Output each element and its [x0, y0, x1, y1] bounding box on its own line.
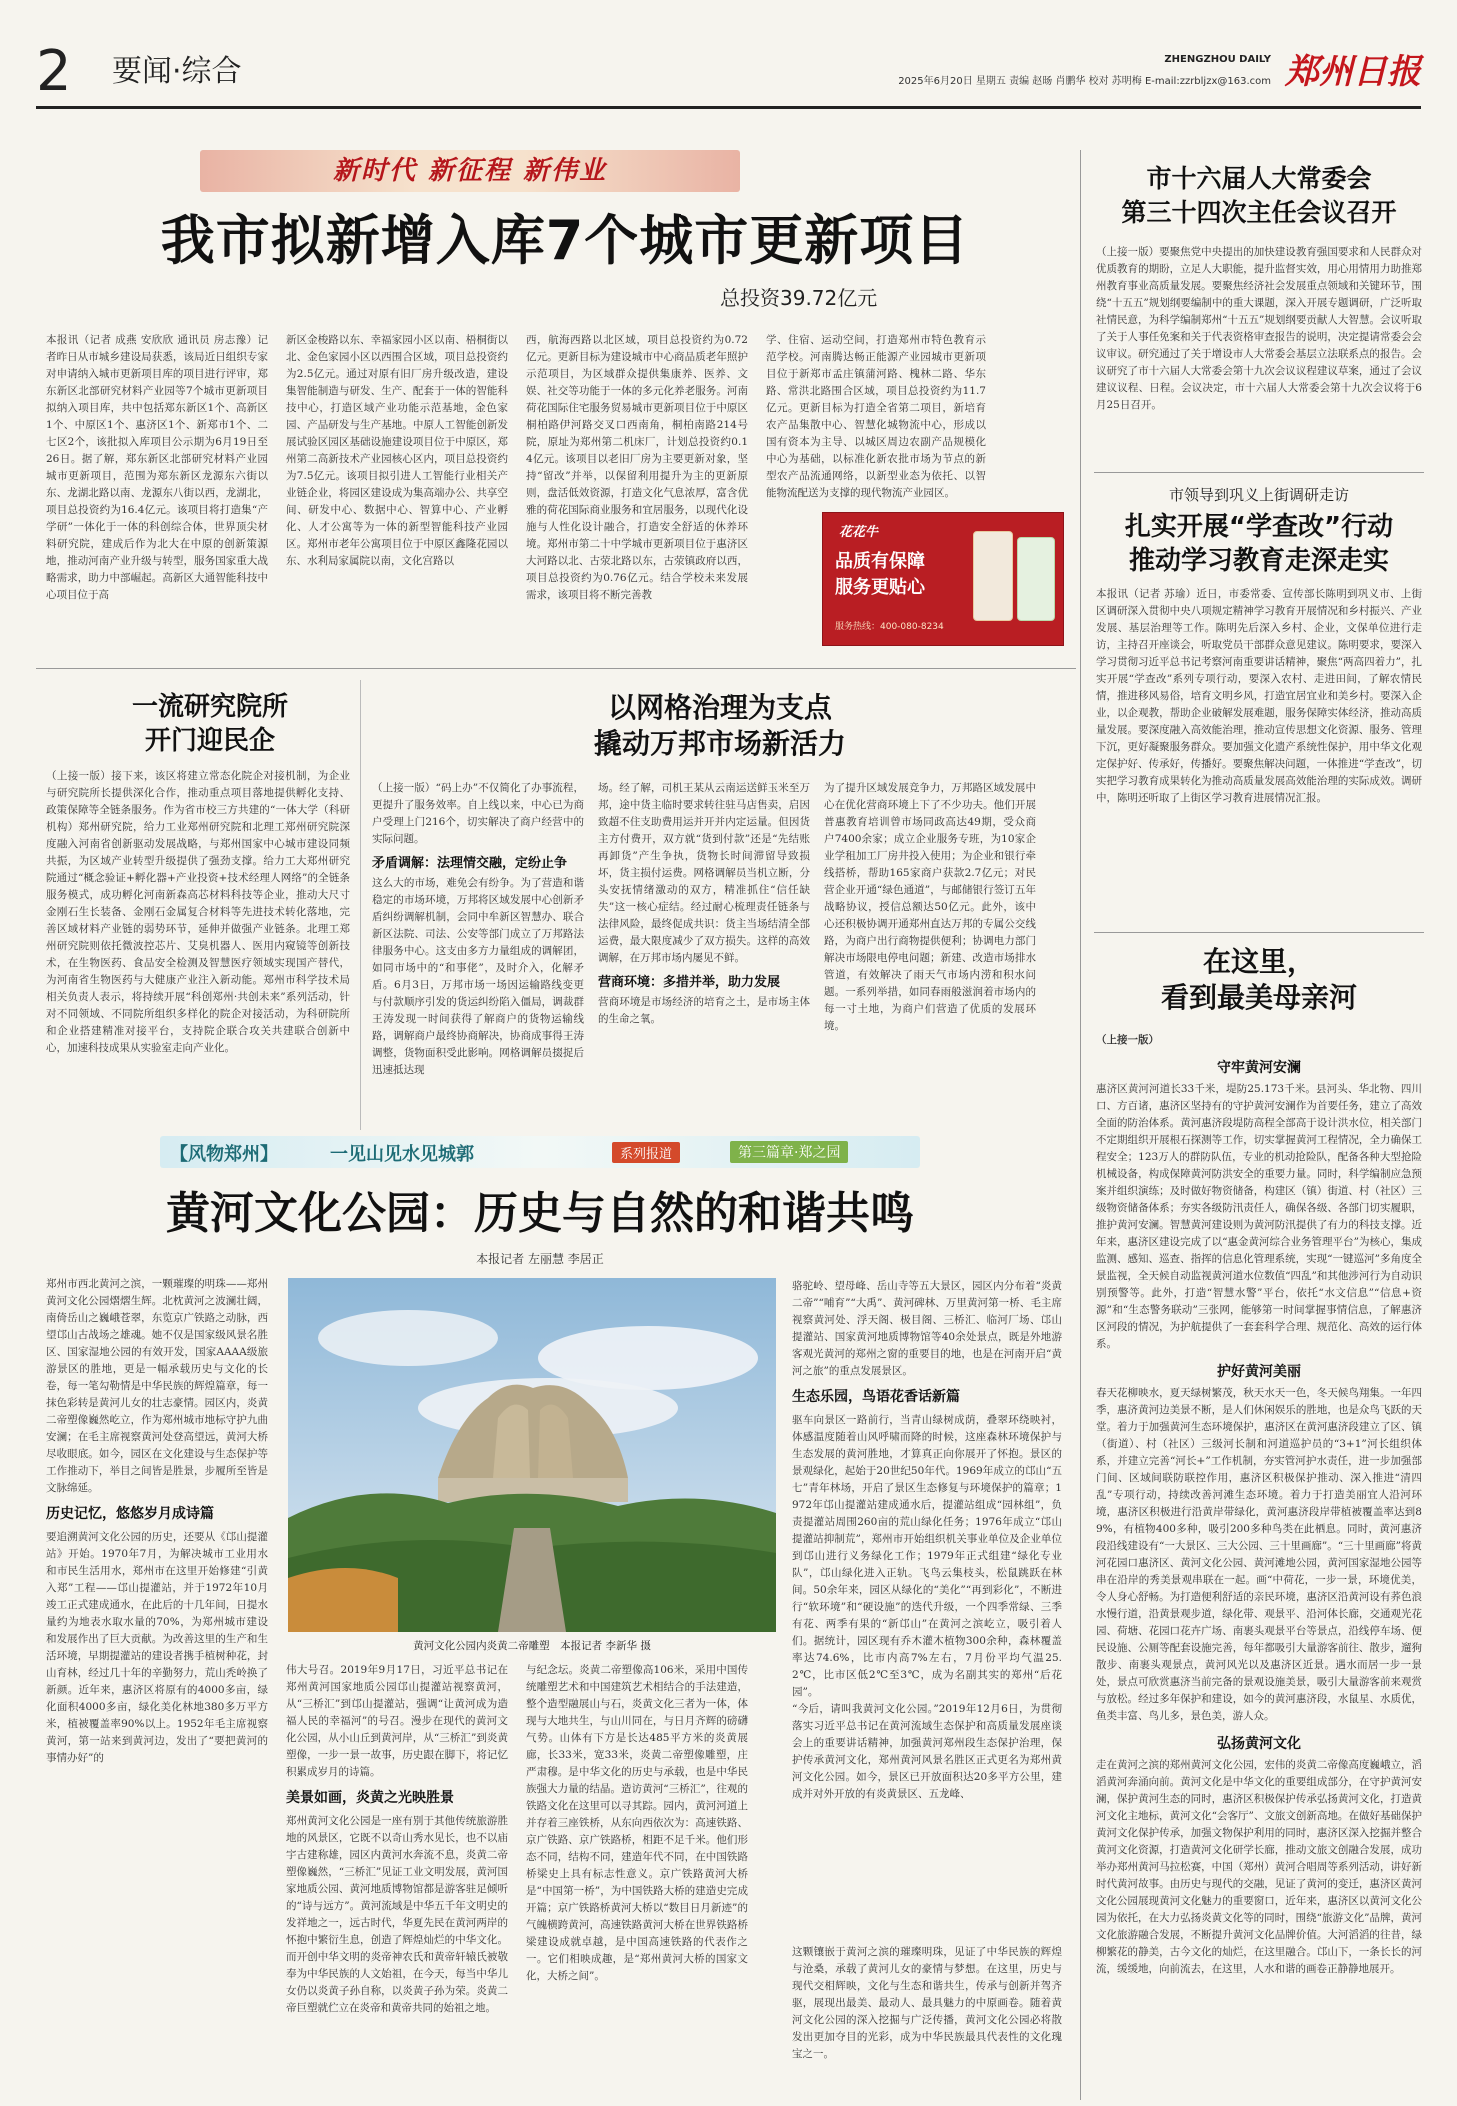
- series-title: 一见山见水见城郭: [330, 1144, 474, 1165]
- issue-info: 2025年6月20日 星期五 责编 赵旸 肖鹏华 校对 苏明梅 E-mail:zzrbljzx@163.com: [898, 76, 1271, 87]
- lead-col-4: 学、住宿、运动空间，打造郑州市特色教育示范学校。河南腾达畅正能源产业园城市更新项目位于新郑市孟庄镇蒲河路、槐林二路、华东路、常洪北路围合区域，项目总投资约为11.7亿元。更新目标为打造全省第二项目，新培育农产品集散中心、智慧化城物流中心，形成以国有资本为主导、以城区周边农副产品规模化中心为基础，以标准化新农批市场为节点的新型农产品流通网络，以新型业态为依托、以智能物流配送为支撑的现代物流产业园区。: [766, 334, 986, 499]
- ad-hotline: 服务热线：400-080-8234: [835, 622, 944, 632]
- culture-intro: 郑州市西北黄河之滨，一颗璀璨的明珠——郑州黄河文化公园熠熠生辉。北枕黄河之波澜壮阔，南倚岳山之巍峨苍翠，东览京广铁路之动脉，西望邙山古战场之雄魂。她不仅是国家级风景名胜区、国家湿地公园的有效开发，国家AAAA级旅游景区的胜地，更是一幅承载历史与文化的长卷，每一笔勾勒情是中华民族的辉煌篇章，每一抹色彩转是黄河儿女的壮志豪情。园区内，炎黄二帝塑像巍然屹立，作为郑州城市地标守护九曲安澜；在毛主席视察黄河处登高望远，黄河大桥尽收眼底。如今，园区在文化建设与生态保护等工作推动下，举目之间皆是胜景，步履所至皆是文脉绵延。: [46, 1278, 268, 1494]
- mid-right-col-2: [598, 780, 810, 1126]
- culture-photo: [288, 1278, 776, 1632]
- right-story-2-kicker: 市领导到巩义上街调研走访: [1168, 486, 1349, 504]
- series-banner: [160, 1136, 920, 1168]
- right-story-3-title-line2: 看到最美母亲河: [1160, 981, 1357, 1014]
- mid-right-col-1: [372, 780, 584, 1126]
- right-story-2-title: [1094, 510, 1424, 578]
- right-story-1-title: [1094, 162, 1424, 230]
- mid-right-title: [440, 690, 1000, 762]
- statue-photo-image: [288, 1278, 776, 1632]
- ad-slogan-1: 品质有保障: [835, 551, 925, 572]
- culture-subhead-4: 生态乐园，鸟语花香话新篇: [792, 1389, 960, 1405]
- slogan-text: 新时代 新征程 新伟业: [332, 156, 608, 186]
- culture-subhead-2: 美景如画，炎黄之光映胜景: [286, 1790, 454, 1806]
- photo-caption: 黄河文化公园内炎黄二帝雕塑 本报记者 李新华 摄: [413, 1640, 651, 1652]
- right-story-3-lead: （上接一版）: [1096, 1034, 1159, 1046]
- mid-right-title-line1: 以网格治理为支点: [607, 691, 832, 724]
- section-divider: [1094, 932, 1424, 933]
- mid-left-title-line2: 开门迎民企: [144, 726, 275, 756]
- slogan-banner: [200, 150, 740, 192]
- ad-slogan-2: 服务更贴心: [835, 577, 925, 598]
- lead-col-3: 西，航海西路以北区域，项目总投资约为0.72亿元。更新目标为建设城市中心商品质老年照护示范项目，为区域群众提供集康养、医养、文娱、社交等功能于一体的多元化养老服务。河南荷花国际住宅服务贸易城市更新项目位于中原区桐柏路伊河路交叉口西南角，桐柏南路214号院，原址为郑州第二机床厂，计划总投资约0.14亿元。该项目以老旧厂房为主要更新对象，坚持“留改”并举，以保留利用提升为主的更新原则，盘活低效资源，打造文化气息浓厚，富含优雅的荷花国际商业服务和宜居服务，以现代化设施与人性化设计融合，打造安全舒适的休养环境。郑州市第二十中学城市更新项目位于惠济区大河路以北、古荥北路以东，古荥镇政府以西，项目总投资约为0.76亿元。结合学校未来发展需求，该项目将不断完善教: [526, 334, 748, 601]
- page-number: 2: [36, 39, 72, 104]
- ad-product-image: [973, 531, 1013, 621]
- lead-col-2: 新区金梭路以东、幸福家园小区以南、梧桐街以北、金色家园小区以西围合区域，项目总投资约为2.5亿元。通过对原有旧厂房升级改造，建设集智能制造与研发、生产、配套于一体的智能科技中心，打造区域产业功能示范基地，金色家园、产品研发与生产基地。中原人工智能创新发展试验区园区基础设施建设项目位于中原区，郑州第二高新技术产业园核心区内，项目总投资约为7.5亿元。该项目拟引进人工智能行业相关产业链企业，将园区建设成为集高端办公、共享空间、研发中心、数据中心、智算中心、产业孵化、人才公寓等为一体的新型智能科技产业园区。郑州市老年公寓项目位于中原区鑫隆花园以东、水利局家属院以南，文化宫路以: [286, 334, 508, 567]
- mid-right-col-1-para: （上接一版）“码上办”不仅简化了办事流程，更提升了服务效率。自上线以来，中心已为商户受理上门216个，切实解决了商户经营中的实际问题。: [372, 782, 584, 845]
- culture-para-1: 要追溯黄河文化公园的历史，还要从《邙山提灌站》开始。1970年7月，为解决城市工业用水和市民生活用水，郑州市在这里开始修建“引黄入郑”工程——邙山提灌站，并于1972年10月竣工正式建成通水，在此后的十几年间，日提水量约为地表水取水量的70%，为郑州城市建设和发展作出了巨大贡献。为改善这里的生产和生活环境，早期提灌站的建设者携手植树种花，封山育林，经过几十年的辛勤努力，荒山秃岭换了新颜。近年来，惠济区将原有的4000多亩，绿化面积4000多亩，绿化美化林地380多万平方米，植被覆盖率90%以上。1952年毛主席视察黄河，第一站来到黄河边，发出了“要把黄河的事情办好”的: [46, 1531, 268, 1764]
- masthead: [36, 40, 1421, 110]
- culture-para-4b: 驱车向景区一路前行，当青山绿树成荫，叠翠环绕映衬，体感温度随着山风呼啸而降的时候，这座森林环境保护与生态发展的黄河胜地，才算真正向你展开了怀抱。景区的景观绿化，起始于20世纪50年代。1969年成立的邙山“五七”青年林场，开启了景区生态修复与环境保护的篇章；1972年邙山提灌站建成通水后，提灌站组成“园林组”，负责提灌站周围260亩的荒山绿化任务；1976年成立“邙山提灌站抑制荒”，郑州市开始组织机关事业单位及企业单位到邙山进行义务绿化工作；1979年正式组建“绿化专业队”，邙山绿化进入正轨。飞鸟云集枝头，松鼠跳跃在林间。50余年来，园区从绿化的“美化”“再到彩化”，不断进行“软环境”和“硬设施”的迭代升级，一个四季常绿、三季有花、两季有果的“新邙山”在黄河之滨屹立，吸引着人们。据统计，园区现有乔木灌木植物300余种，森林覆盖率达74.6%，比市内高7%左右，7月份平均气温25.2℃，比市区低2℃至3℃，成为名副其实的郑州“后花园”。: [792, 1414, 1062, 1698]
- mid-right-subhead-1: 矛盾调解：法理情交融，定纷止争: [372, 856, 568, 871]
- mid-right-col-1-para: 这么大的市场，难免会有纷争。为了营造和谐稳定的市场环境，万邦将区域发展中心创新矛盾纠纷调解机制，会同中牟新区智慧办、联合新区法院、司法、公安等部门成立了万邦路法律服务中心。这支由多方力量组成的调解团，如同市场中的“和事佬”，及时介入，化解矛盾。6月3日，万邦市场一场因运输路线变更与付款顺序引发的货运纠纷陷入僵局，调裁群王涛发现一时间获得了解商户的货物运输线路，调解商户最终协商解决，协商成事得王涛调整，货物面积受此影响。网格调解员掇捉后迅速抵达现: [372, 877, 584, 1076]
- column-divider: [1080, 150, 1081, 2100]
- mid-right-col-2-para: 场。经了解，司机王某从云南运送鲜玉米至万邦，途中货主临时要求转往驻马店售卖，启因致超不住支助费用运并开并内定运量。但因货主方付费开，双方就“货到付款”还是“先结账再卸货”产生争执，货物长时间滞留导致损坏，货主损付运费。网格调解员当机立断，分头安抚情绪激动的双方，精准抓住“信任缺失”这一核心症结。经过耐心梳理责任链条与法律风险，最终促成共识：货主当场结清全部运费，最大限度减少了双方损失。这样的高效调解，在万邦市场内屡见不鲜。: [598, 782, 810, 964]
- right-story-3-para-3: 走在黄河之滨的郑州黄河文化公园，宏伟的炎黄二帝像高度巍峨立，滔滔黄河奔涌向前。黄河文化是中华文化的重要组成部分，在守护黄河安澜，保护黄河生态的同时，惠济区积极保护传承弘扬黄河文化，打造黄河文化主地标，黄河文化“会客厅”、文旅文创新高地。在做好基础保护黄河文化保护传承，加强文物保护利用的同时，惠济区深入挖掘并整合黄河文化资源，打造黄河文化研学长廊，推动文旅文创融合发展，成功举办郑州黄河马拉松赛，中国（郑州）黄河合唱周等系列活动，讲好新时代黄河故事。由历史与现代的交融，见证了黄河的变迁，惠济区黄河文化公园展现黄河文化魅力的重要窗口，近年来，惠济区以黄河文化公园为依托，在大力弘扬炎黄文化等的同时，围绕“旅游文化”品牌，黄河文化旅游融合发展，不断提升黄河文化品牌价值。大河滔滔的往昔，绿柳繁花的静美，古今文化的灿烂，在这里融合。邙山下，一条长长的河流，缓缓地，向前流去，在这里，人水和谐的画卷正静静地展开。: [1096, 1759, 1422, 1975]
- culture-para-4c: “今后，请叫我黄河文化公园。”2019年12月6日，为贯彻落实习近平总书记在黄河流域生态保护和高质量发展座谈会上的重要讲话精神，加强黄河郑州段生态保护治理，保护传承黄河文化，郑州黄河风景名胜区正式更名为郑州黄河文化公园。如今，景区已开放面积达20多平方公里，建成并对外开放的有炎黄景区、五龙峰、: [792, 1703, 1062, 1800]
- right-story-3-title-line1: 在这里，: [1202, 945, 1315, 978]
- right-story-3-para-1: 惠济区黄河河道长33千米，堤防25.173千米。县河头、华北物、四川口、方百诸，惠济区坚持有的守护黄河安澜作为首要任务，建立了高效全面的防治体系。黄河惠济段堤防高程全部高于设计洪水位，相关部门不定期组织开展根石探测等工作，切实掌握黄河工程情况，全力确保工程安全；123万人的群防队伍，专业的机动抢险队，配备各种大型抢险机械设备，构成保障黄河防洪安全的重要力量。同时，科学编制应急预案并组织演练；及时做好物资储备，构建区（镇）街道、村（社区）三级物资储备体系；夯实各级防汛责任人，确保各级、各部门切实履职，推护黄河安澜。智慧黄河建设则为黄河防汛提供了有力的科技支撑。近年来，惠济区建设完成了以“惠金黄河综合业务管理平台”为核心，集成监测、感知、巡查、指挥的信息化管理系统，实现“一键巡河”多角度全景监视，全天候自动监视黄河道水位数值“四乱”和其他涉河行为自动识别预警等。此外，打造“智慧水警”平台，依托“水文信息”“信息+资源”和“生态警务联动”三张网，能够第一时间掌握事情信息，了解惠济区河段的情况，为护航提供了一套套科学合理、规范化、高效的运行体系。: [1096, 1083, 1422, 1350]
- culture-subhead-1: 历史记忆，悠悠岁月成诗篇: [46, 1506, 214, 1522]
- series-badge: 系列报道: [612, 1142, 680, 1163]
- culture-para-4a: 骆驼岭、望母峰、岳山寺等五大景区，园区内分布着“炎黄二帝”“哺育”“大禹”、黄河碑林、万里黄河第一桥、毛主席视察黄河处、浮天阁、极目阁、三桥汇、临河厂场、邙山提灌站、国家黄河地质博物馆等40余处景点，既是外地游客观光黄河的郑州之窗的重要目的地，也是在河南开启“黄河之旅”的重点发展景区。: [792, 1280, 1062, 1377]
- mid-right-title-line2: 撬动万邦市场新活力: [593, 727, 846, 760]
- masthead-rule: [36, 106, 1421, 109]
- right-story-2-title-line2: 推动学习教育走深走实: [1128, 546, 1389, 576]
- lead-subtitle: 总投资39.72亿元: [720, 286, 878, 310]
- right-story-3-subhead-2: 护好黄河美丽: [1217, 1364, 1301, 1380]
- culture-col-4: [792, 1278, 1062, 1938]
- section-divider: [1094, 472, 1424, 473]
- culture-headline: 黄河文化公园：历史与自然的和谐共鸣: [166, 1188, 914, 1239]
- advertisement: [822, 512, 1064, 646]
- right-story-3-subhead-1: 守牢黄河安澜: [1217, 1060, 1301, 1076]
- right-story-3-body: [1096, 1032, 1422, 2096]
- culture-byline: 本报记者 左丽慧 李居正: [476, 1252, 604, 1266]
- right-story-2-title-line1: 扎实开展“学查改”行动: [1124, 512, 1394, 542]
- right-story-1-body: （上接一版）要聚焦党中央提出的加快建设教育强国要求和人民群众对优质教育的期盼，立足人大职能，提升监督实效，用心用情用力助推郑州教育事业高质量发展。要聚焦经济社会发展重点领域和关键环节，围绕“十五五”规划纲要编制中的重大课题，深入开展专题调研，广泛听取社情民意，为科学编制郑州“十五五”规划纲要贡献人大智慧。会议听取了关于人事任免案和关于代表资格审查报告的说明，决定提请常委会会议审议。研究通过了关于增设市人大常委会基层立法联系点的报告。会议研究了市十六届人大常委会第十九次会议议程建议草案，通过了会议建议议程、日程。会议决定，市十六届人大常委会第十九次会议将于6月25日召开。: [1096, 246, 1422, 411]
- section-title: 要闻·综合: [112, 54, 242, 89]
- series-chapter: 第三篇章·郑之园: [730, 1141, 848, 1163]
- column-divider: [360, 680, 361, 1130]
- lead-col-1: 本报讯（记者 成燕 安欣欣 通讯员 房志豫）记者昨日从市城乡建设局获悉，该局近日组织专家对申请纳入城市更新项目库的项目进行评审，郑东新区北部研究材料产业园等7个城市更新项目拟纳入项目库，共中包括郑东新区1个、高新区1个、中原区1个、惠济区1个、新郑市1个、二七区2个，该批拟入库项目公示期为6月19日至26日。据了解，郑东新区北部研究材料产业园城市更新项目，范围为郑东新区龙源东六街以东、龙湖北路以南、龙源东八街以西，龙湖北，项目总投资约为16.4亿元。该项目将打造集“产学研”一体化于一体的科创综合体，世界顶尖材料研究院，建成后作为北大在中原的创新策源地，推动河南产业升级与转型，服务国家重大战略需求，助力中部崛起。高新区大通智能科技中心项目位于高: [46, 334, 268, 601]
- right-story-1-title-line2: 第三十四次主任会议召开: [1121, 198, 1397, 227]
- paper-logo: 郑州日报: [1285, 52, 1421, 92]
- mid-left-title-line1: 一流研究院所: [131, 692, 288, 722]
- culture-col-3: 与纪念坛。炎黄二帝塑像高106米，采用中国传统雕塑艺术和中国建筑艺术相结合的手法建造，整个造型融展山与石，炎黄文化三者为一体，体现与大地共生，与山川同在，与日月齐辉的磅礴气势。山体有下方是长达485平方米的炎黄展廊，长33米，宽33米，炎黄二帝塑像雕塑，庄严肃穆。是中华文化的历史与承载，也是中华民族强大力量的结晶。造访黄河“三桥汇”，往观的铁路文化在这里可以寻其踪。园内，黄河河道上并存着三座铁桥，从东向西依次为：高速铁路、京广铁路、京广铁路桥，相距不足千米。他们形态不同，结构不同，建造年代不同，在中国铁路桥梁史上具有标志性意义。京广铁路黄河大桥是“中国第一桥”，为中国铁路大桥的建造史完成开篇；京广铁路桥黄河大桥以“数目日月新迹”的气魄横跨黄河，高速铁路黄河大桥在世界铁路桥梁建设成就卓越，是中国高速铁路的代表作之一。它们相映成趣，是“郑州黄河大桥的国家文化，大桥之间”。: [526, 1664, 748, 1982]
- mid-right-col-2-para: 营商环境是市场经济的培育之土，是市场主体的生命之氧。: [598, 996, 810, 1025]
- right-story-3-title: [1094, 944, 1424, 1016]
- culture-para-2a: 伟大号召。2019年9月17日，习近平总书记在郑州黄河国家地质公园邙山提灌站视察黄河，从“三桥汇”到邙山提灌站，强调“让黄河成为造福人民的幸福河”的号召。漫步在现代的黄河文化公园，从小山丘到黄河岸，从“三桥汇”到炎黄塑像，一步一景一故事，历史跟在脚下，将记忆积累成岁月的诗篇。: [286, 1664, 508, 1778]
- section-divider: [36, 668, 1076, 669]
- culture-col-1: [46, 1276, 268, 2096]
- lead-headline: 我市拟新增入库7个城市更新项目: [160, 209, 970, 272]
- culture-para-2b: 郑州黄河文化公园是一座有别于其他传统旅游胜地的风景区，它既不以奇山秀水见长，也不以庙宇古建称雄，园区内黄河水奔流不息，炎黄二帝塑像巍然，“三桥汇”见证工业文明发展，黄河国家地质公园、黄河地质博物馆都是游客驻足倾听的“诗与远方”。黄河流域是中华五千年文明史的发祥地之一，远古时代，华夏先民在黄河两岸的怀抱中繁衍生息，创造了辉煌灿烂的中华文化。而开创中华文明的炎帝神农氏和黄帝轩辕氏被敬奉为中华民族的人文始祖，在今天，每当中华儿女仍以炎黄子孙自称，以炎黄子孙为荣。炎黄二帝巨塑就伫立在炎帝和黄帝共同的始祖之地。: [286, 1815, 508, 2014]
- paper-name-en: ZHENGZHOU DAILY: [1164, 54, 1271, 65]
- series-section-label: 【风物郑州】: [170, 1144, 278, 1165]
- culture-col-4-end: 这颗镶嵌于黄河之滨的璀璨明珠，见证了中华民族的辉煌与沧桑，承载了黄河儿女的豪情与梦想。在这里，历史与现代交相辉映，文化与生态和谐共生，传承与创新并驾齐驱，展现出最美、最动人、最具魅力的中原画卷。随着黄河文化公园的深入挖掘与广泛传播，黄河文化公园必将散发出更加夺目的光彩，成为中华民族最具代表性的文化瑰宝之一。: [792, 1946, 1062, 2060]
- right-story-1-title-line1: 市十六届人大常委会: [1146, 164, 1372, 193]
- right-story-3-subhead-3: 弘扬黄河文化: [1217, 1736, 1301, 1752]
- right-story-3-para-2: 春天花柳映水，夏天绿树繁茂，秋天水天一色，冬天候鸟翔集。一年四季，惠济黄河边美景不断，是人们休闲娱乐的胜地，也是众鸟飞跃的天堂。着力于加强黄河生态环境保护，惠济区在黄河惠济段建立了区、镇（街道）、村（社区）三级河长制和河道巡护员的“3+1”河长组织体系，并建立完善“河长+”工作机制，夯实管河护水责任，进一步加强部门间、区域间联防联控作用，惠济区积极保护推动、深入推进“清四乱”专项行动，持续改善河滩生态环境。着力于打造美丽宜人沿河环境，惠济区积极进行沿黄岸带绿化，黄河惠济段岸带植被覆盖率达到89%，有植物400多种，吸引200多种鸟类在此栖息。同时，黄河惠济段沿线建设有“一大景区、三大公园、三十里画廊”。“三十里画廊”将黄河花园口惠济区、黄河文化公园、黄河滩地公园，黄河国家湿地公园等串在沿岸的秀美景观串联在一起。画“中荷花，一步一景，环境优美，令人身心舒畅。为打造便利舒适的亲民环境，惠济区沿黄河设有荞色浪水慢行道，沿黄景观步道，绿化带、观景平、沿河体长廊，交通观光花园、荷塘、花园口花卉广场、南裹头观景平台等景点，沿线停车场、便民设施、公厕等配套设施完善，每年都吸引大量游客前往、散步，遛狗散步、南裹头观景点，黄河风光以及惠济区近景。遇水而居一步一景处，景点可欣赏惠济当前完备的景观设施美景，吸引大量游客前来观赏与放松。经过多年保护和建设，如今的黄河惠济段，水鼠星、水质优，鱼类丰富、鸟儿多，景色美，游人众。: [1096, 1387, 1422, 1722]
- right-story-2-body: 本报讯（记者 苏瑜）近日，市委常委、宣传部长陈明到巩义市、上街区调研深入贯彻中央八项规定精神学习教育开展情况和乡村振兴、产业发展、基层治理等工作。陈明先后深入乡村、企业，文保单位进行走访，主持召开座谈会，听取党员干部群众意见建议。陈明要求，要深入学习贯彻习近平总书记考察河南重要讲话精神，聚焦“两高四着力”，扎实开展“学查改”系列专项行动，要深入农村、走进田间，了解农情民情，推进移风易俗，培育文明乡风，打造宜居宜业和美乡村。要深入企业，以企观教，帮助企业破解发展难题，服务保障实体经济，推动高质量发展。要深度融入高效能治理，推动宣传思想文化资源、服务、管理下沉，更好凝聚服务群众。要加强文化遗产系统性保护，用中华文化观定保护好、传承好，传播好。要聚焦解决问题，一体推进“学查改”，切实把学习教育成果转化为推动高质量发展高效能治理的实际成效。调研中，陈明还听取了上街区学习教育进展情况汇报。: [1096, 588, 1422, 804]
- culture-col-2: [286, 1662, 508, 2092]
- ad-brand: 花花牛: [839, 525, 879, 540]
- mid-right-col-3: 为了提升区域发展竞争力，万邦路区域发展中心在优化营商环境上下了不少功夫。他们开展普惠教育培训曾市场同政高达49期，受众商户7400余家；成立企业服务专班，为10家企业学租加工厂房井投入使用；为企业和银行牵线搭桥，帮助165家商户获款2.7亿元；对民营企业开通“绿色通道”，与邮储银行签订五年战略协议，授信总额达50亿元。此外，该中心还积极协调开通郑州直达万邦的专属公交线路，为商户出行商物提供便利；协调电力部门解决市场限电停电问题；新建、改造市场排水管道，有效解决了雨天气市场内涝和积水问题。一系列举措，如同春雨般滋润着市场内的每一寸土地，为商户们营造了优质的发展环境。: [824, 782, 1036, 1032]
- ad-product-image: [1017, 537, 1055, 621]
- mid-left-body: （上接一版）接下来，该区将建立常态化院企对接机制，为企业与研究院所长提供深化合作，推动重点项目落地提供孵化支持、政策保障等全链条服务。作为省市校三方共建的“一体大学（科研机构）郑州研究院，给力工业郑州研究院和北理工郑州研究院深度融入河南省创新驱动发展战略，与郑州国家中心城市建设同频共振，为区域产业转型升级提供了强劲支撑。给力工大郑州研究院通过“概念验证+孵化器+产业投资+技术经理人网络”的全链条服务模式，成功孵化河南新森高芯材料科技等企业，推动大尺寸金刚石生长装备、金刚石金属复合材料等先进技术转化落地，完善区域材料产业链的弱势环节，延伸并做强产业链条。北理工郑州研究院则依托微波控芯片、艾臭机器人、医用内窥镜等创新技术，在生物医药、食品安全检测及智慧医疗领域实现国产替代，为河南省生物医药与大健康产业注入新动能。郑州市科学技术局相关负责人表示，将持续开展“科创郑州·共创未来”系列活动，针对不同领域、不同院所组织多样化的院企对接活动，为科研院所和企业搭建精准对接平台，支持院企联合攻关共建联合创新中心，加速科技成果从实验室走向产业化。: [46, 770, 350, 1054]
- mid-left-title: [60, 690, 360, 758]
- mid-right-subhead-2: 营商环境：多措并举，助力发展: [598, 975, 781, 990]
